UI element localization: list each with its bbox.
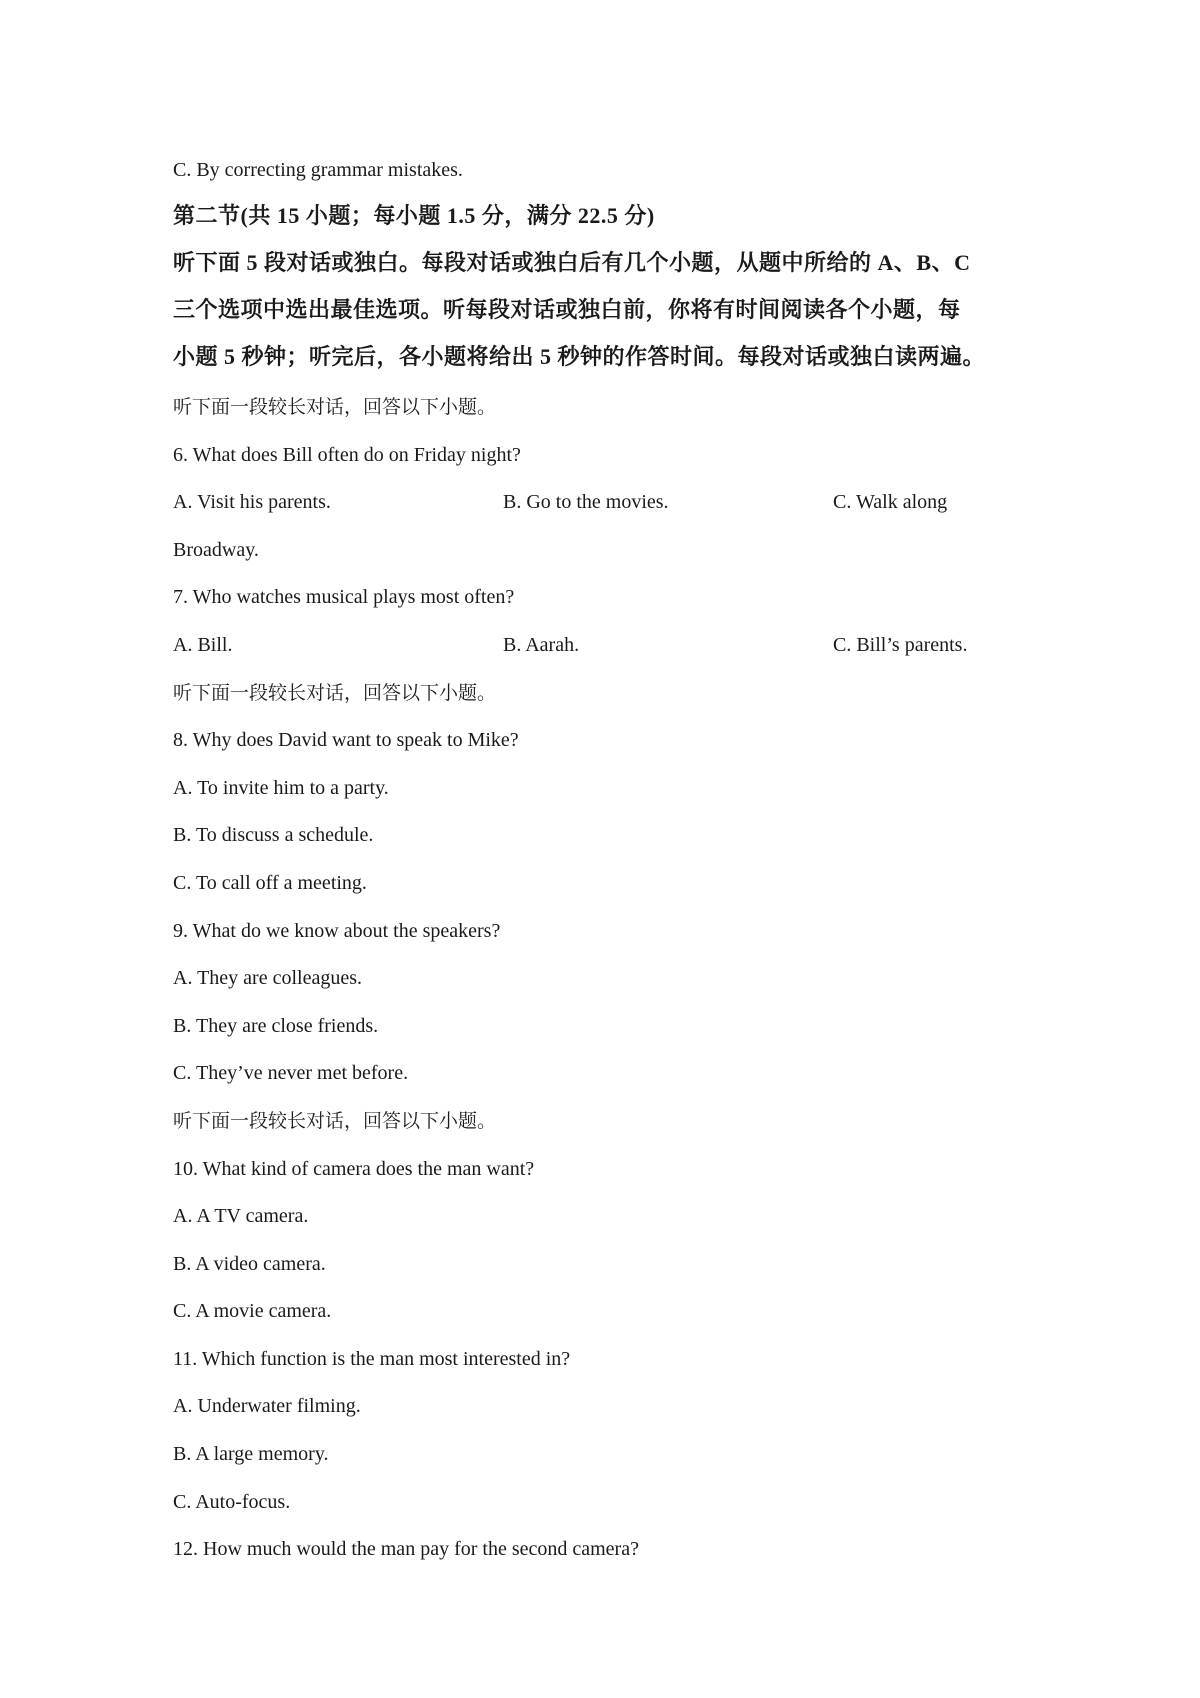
instruction-line-1: 听下面 5 段对话或独白。每段对话或独白后有几个小题，从题中所给的 A、B、C <box>173 250 971 275</box>
q6-option-c-wrap: Broadway. <box>173 539 259 561</box>
q11-option-c: C. Auto-focus. <box>173 1491 291 1513</box>
question-7: 7. Who watches musical plays most often? <box>173 586 515 608</box>
q8-option-a: A. To invite him to a party. <box>173 777 389 799</box>
dialog-intro: 听下面一段较长对话，回答以下小题。 <box>173 396 497 418</box>
q9-option-b: B. They are close friends. <box>173 1015 379 1037</box>
dialog-intro: 听下面一段较长对话，回答以下小题。 <box>173 1110 497 1132</box>
q6-option-c: C. Walk along <box>833 491 948 513</box>
question-9: 9. What do we know about the speakers? <box>173 920 501 942</box>
q6-option-b: B. Go to the movies. <box>503 491 669 513</box>
q7-option-b: B. Aarah. <box>503 634 580 656</box>
q11-option-b: B. A large memory. <box>173 1443 329 1465</box>
question-10: 10. What kind of camera does the man want? <box>173 1158 535 1180</box>
q9-option-a: A. They are colleagues. <box>173 967 362 989</box>
q10-option-b: B. A video camera. <box>173 1253 326 1275</box>
dialog-intro: 听下面一段较长对话，回答以下小题。 <box>173 682 497 704</box>
question-11: 11. Which function is the man most interested in? <box>173 1348 571 1370</box>
q6-option-a: A. Visit his parents. <box>173 491 331 513</box>
section-title: 第二节(共 15 小题；每小题 1.5 分，满分 22.5 分) <box>173 203 655 228</box>
question-6: 6. What does Bill often do on Friday night? <box>173 444 521 466</box>
instruction-line-3: 小题 5 秒钟；听完后，各小题将给出 5 秒钟的作答时间。每段对话或独白读两遍。 <box>173 344 986 369</box>
q8-option-c: C. To call off a meeting. <box>173 872 367 894</box>
q9-option-c: C. They’ve never met before. <box>173 1062 409 1084</box>
q10-option-c: C. A movie camera. <box>173 1300 332 1322</box>
prev-option-c: C. By correcting grammar mistakes. <box>173 159 463 181</box>
q7-option-c: C. Bill’s parents. <box>833 634 968 656</box>
q10-option-a: A. A TV camera. <box>173 1205 309 1227</box>
q11-option-a: A. Underwater filming. <box>173 1395 361 1417</box>
q7-option-a: A. Bill. <box>173 634 233 656</box>
q8-option-b: B. To discuss a schedule. <box>173 824 374 846</box>
question-12: 12. How much would the man pay for the second camera? <box>173 1538 639 1560</box>
instruction-line-2: 三个选项中选出最佳选项。听每段对话或独白前，你将有时间阅读各个小题，每 <box>173 297 961 322</box>
question-8: 8. Why does David want to speak to Mike? <box>173 729 519 751</box>
